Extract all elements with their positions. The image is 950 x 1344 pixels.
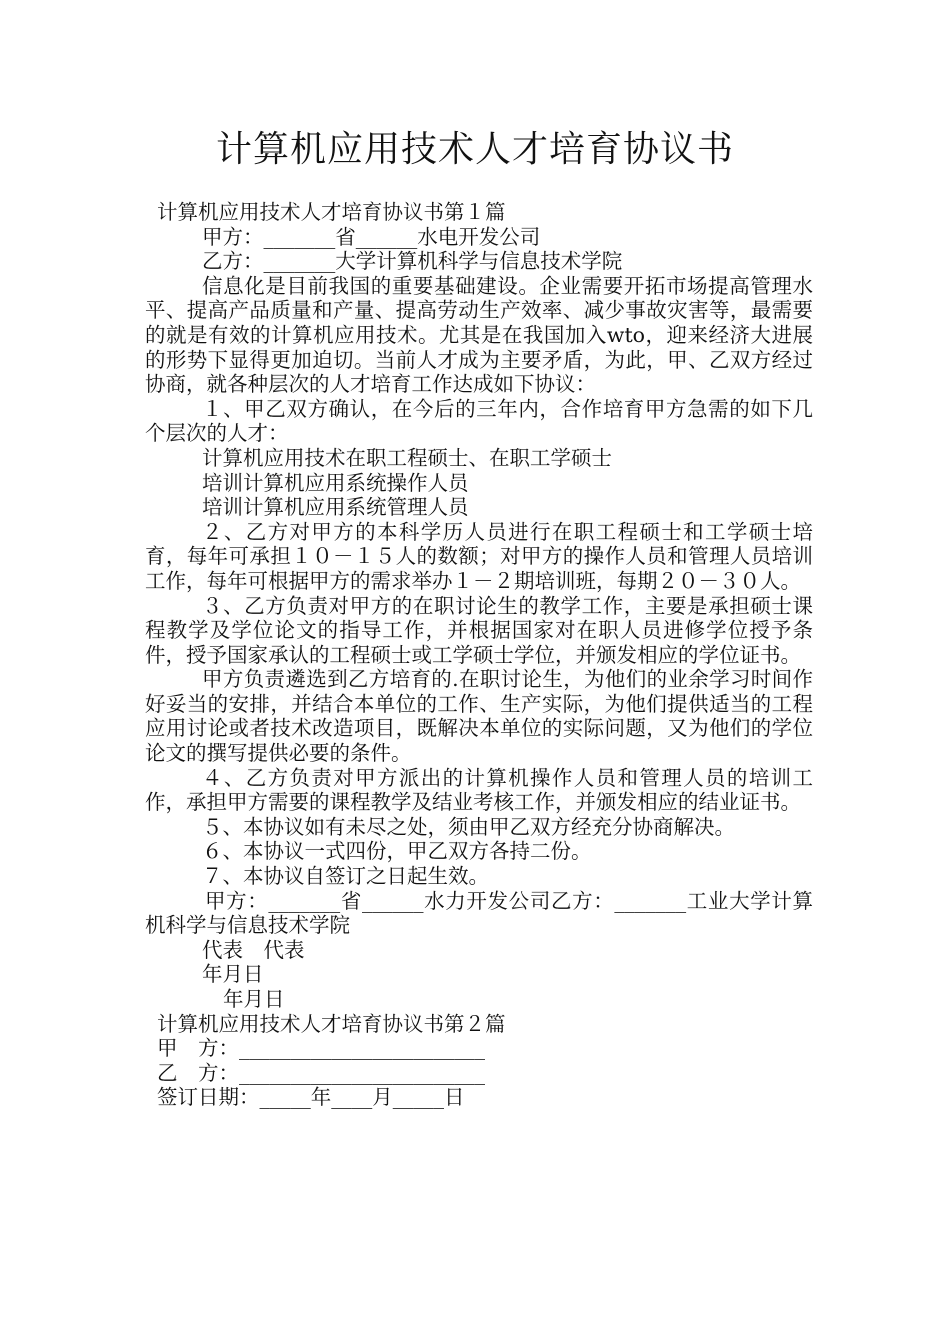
clause-3: ３、乙方负责对甲方的在职讨论生的教学工作，主要是承担硕士课程教学及学位论文的指导工作，并根据国家对在职人员进修学位授予条件，授予国家承认的工程硕士或工学硕士学位，并颁发相应的学位证书。 [145, 593, 813, 667]
section-heading-1: 计算机应用技术人才培育协议书第１篇 [157, 200, 506, 224]
intro-paragraph: 信息化是目前我国的重要基础建设。企业需要开拓市场提高管理水平、提高产品质量和产量、提高劳动生产效率、减少事故灾害等，最需要的就是有效的计算机应用技术。尤其是在我国加入wto，迎来经济大进展的形势下显得更加迫切。当前人才成为主要矛盾，为此，甲、乙双方经过协商，就各种层次的人才培育工作达成如下协议： [145, 273, 813, 397]
clause-3-continued: 甲方负责遴选到乙方培育的.在职讨论生，为他们的业余学习时间作好妥当的安排，并结合本单位的工作、生产实际，为他们提供适当的工程应用讨论或者技术改造项目，既解决本单位的实际问题，又为他们的学位论文的撰写提供必要的条件。 [145, 667, 813, 766]
clause-6: ６、本协议一式四份，甲乙双方各持二份。 [202, 839, 592, 864]
form-party-a: 甲 方：________________________ [157, 1036, 485, 1061]
signature-representatives: 代表 代表 [202, 937, 305, 962]
document-title: 计算机应用技术人才培育协议书 [215, 129, 734, 170]
form-sign-date: 签订日期：_____年____月_____日 [157, 1085, 465, 1110]
section-heading-2: 计算机应用技术人才培育协议书第２篇 [157, 1011, 506, 1036]
document-body [145, 200, 813, 1110]
form-party-b: 乙 方：________________________ [157, 1060, 485, 1085]
clause-1: １、甲乙双方确认，在今后的三年内，合作培育甲方急需的如下几个层次的人才： [145, 396, 813, 446]
signature-date-a: 年月日 [202, 962, 264, 987]
clause-1-item-2: 培训计算机应用系统操作人员 [202, 470, 469, 495]
clause-5: ５、本协议如有未尽之处，须由甲乙双方经充分协商解决。 [202, 814, 735, 839]
signature-parties: 甲方：_______省______水力开发公司乙方：_______工业大学计算机科学与信息技术学院 [145, 888, 813, 938]
clause-4: ４、乙方负责对甲方派出的计算机操作人员和管理人员的培训工作，承担甲方需要的课程教学及结业考核工作，并颁发相应的结业证书。 [145, 765, 813, 815]
signature-date-b: 年月日 [223, 987, 285, 1011]
clause-7: ７、本协议自签订之日起生效。 [202, 864, 489, 889]
party-b-line: 乙方：_______大学计算机科学与信息技术学院 [202, 249, 623, 274]
clause-1-item-3: 培训计算机应用系统管理人员 [202, 495, 469, 520]
party-a-line: 甲方：_______省______水电开发公司 [202, 224, 541, 249]
clause-2: ２、乙方对甲方的本科学历人员进行在职工程硕士和工学硕士培育，每年可承担１０－１５人的数额；对甲方的操作人员和管理人员培训工作，每年可根据甲方的需求举办１－２期培训班，每期２０－３０人。 [145, 519, 813, 593]
clause-1-item-1: 计算机应用技术在职工程硕士、在职工学硕士 [202, 445, 612, 470]
